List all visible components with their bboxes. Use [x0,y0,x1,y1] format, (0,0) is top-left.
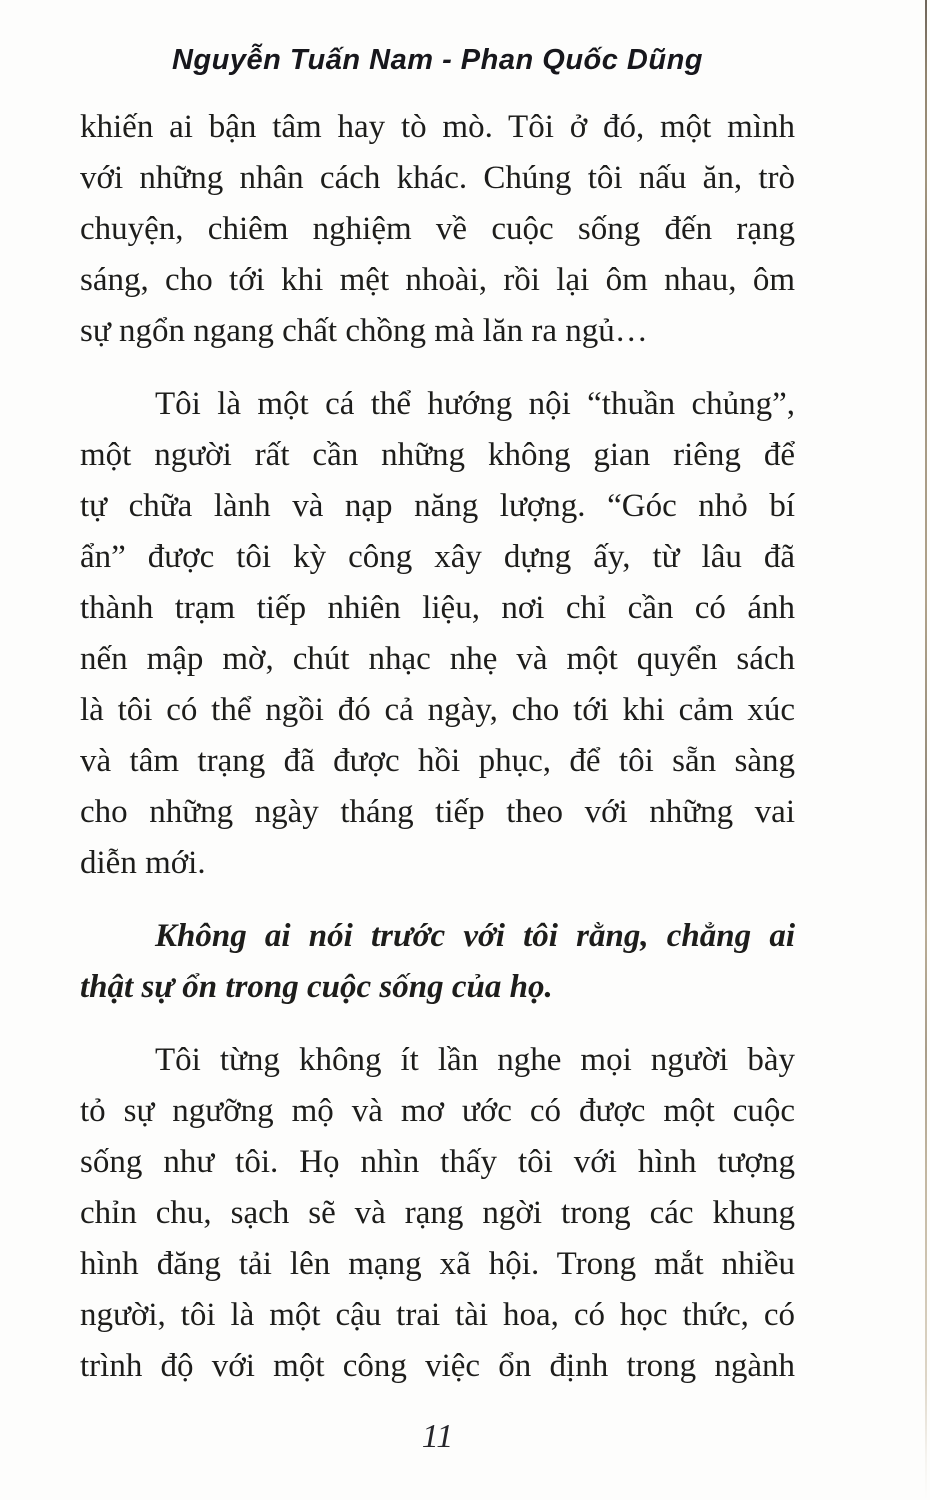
text-line: tự chữa lành và nạp năng lượng. “Góc nhỏ bí [80,488,795,524]
text-line: tỏ sự ngưỡng mộ và mơ ước có được một cuộc [80,1093,795,1129]
text-line: chuyện, chiêm nghiệm về cuộc sống đến rạng [80,211,795,247]
page-number: 11 [421,1418,454,1455]
text-line: trình độ với một công việc ổn định trong ngành [80,1348,795,1384]
text-line: chỉn chu, sạch sẽ và rạng ngời trong các khung [80,1195,795,1231]
body-text [80,102,795,1392]
text-line: cho những ngày tháng tiếp theo với những vai [80,794,795,830]
text-line: sáng, cho tới khi mệt nhoài, rồi lại ôm nhau, ôm [80,262,795,298]
text-line: một người rất cần những không gian riêng để [80,437,795,473]
text-line: thành trạm tiếp nhiên liệu, nơi chỉ cần có ánh [80,590,795,626]
paragraph [80,102,795,357]
running-header-authors: Nguyễn Tuấn Nam - Phan Quốc Dũng [171,44,704,76]
page-content [80,0,795,1392]
text-line: Tôi là một cá thể hướng nội “thuần chủng”, [155,386,795,422]
paragraph [80,911,795,1013]
text-line: là tôi có thể ngồi đó cả ngày, cho tới khi cảm xúc [80,692,795,728]
paragraph [80,379,795,889]
text-line: nến mập mờ, chút nhạc nhẹ và một quyển sách [80,641,795,677]
text-line: Không ai nói trước với tôi rằng, chẳng ai [155,918,795,954]
text-line: sống như tôi. Họ nhìn thấy tôi với hình tượng [80,1144,795,1180]
text-line: thật sự ổn trong cuộc sống của họ. [80,969,553,1005]
text-line: người, tôi là một cậu trai tài hoa, có học thức, có [80,1297,795,1333]
text-line: Tôi từng không ít lần nghe mọi người bày [155,1042,795,1078]
text-line: với những nhân cách khác. Chúng tôi nấu ăn, trò [80,160,795,196]
text-line: và tâm trạng đã được hồi phục, để tôi sẵn sàng [80,743,795,779]
text-line: sự ngổn ngang chất chồng mà lăn ra ngủ… [80,313,648,349]
page-edge-shadow [925,0,927,1500]
text-line: ẩn” được tôi kỳ công xây dựng ấy, từ lâu đã [80,539,795,575]
paragraph [80,1035,795,1392]
text-line: hình đăng tải lên mạng xã hội. Trong mắt nhiều [80,1246,795,1282]
text-line: diễn mới. [80,845,206,881]
text-line: khiến ai bận tâm hay tò mò. Tôi ở đó, một mình [80,109,795,145]
